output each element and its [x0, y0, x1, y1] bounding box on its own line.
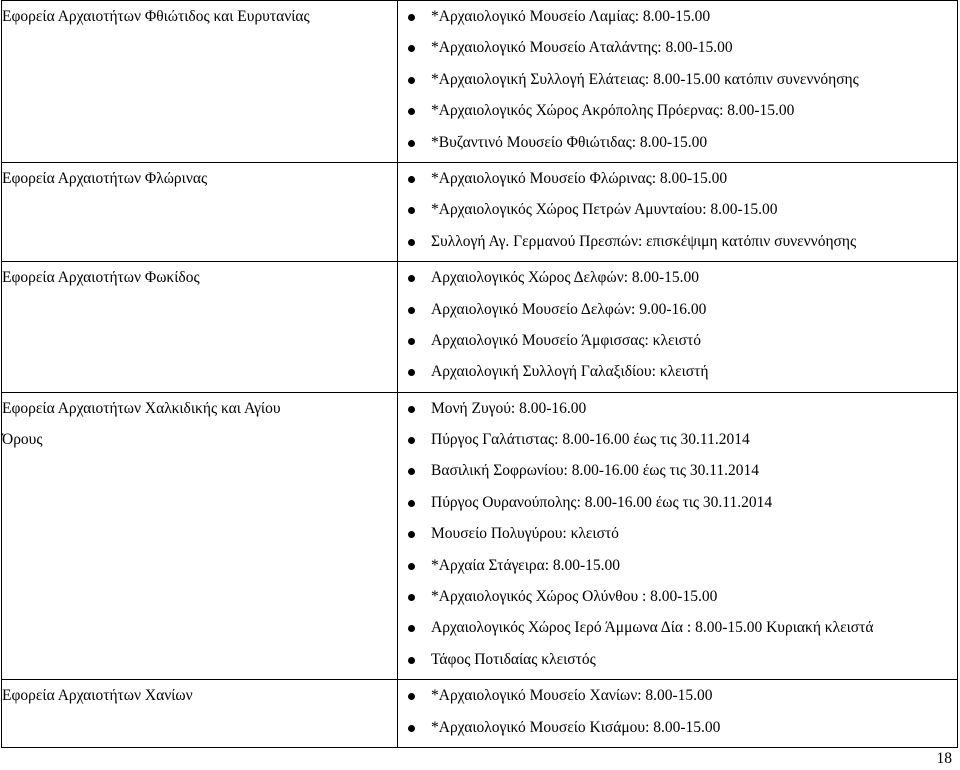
list-item: Βασιλική Σοφρωνίου: 8.00-16.00 έως τις 30.11.2014 [398, 457, 957, 488]
sites-cell [398, 162, 958, 261]
ephorate-cell [2, 1, 398, 163]
list-item: Συλλογή Αγ. Γερμανού Πρεσπών: επισκέψιμη κατόπιν συνεννόησης [398, 228, 957, 259]
ephorate-cell [2, 392, 398, 680]
ephorate-name: Εφορεία Αρχαιοτήτων Φθιώτιδος και Ευρυτανίας [2, 8, 310, 25]
list-item: *Αρχαιολογικό Μουσείο Λαμίας: 8.00-15.00 [398, 3, 957, 34]
list-item: *Αρχαιολογικό Μουσείο Χανίων: 8.00-15.00 [398, 682, 957, 713]
table-row [2, 392, 958, 680]
sites-list [398, 680, 957, 747]
list-item: *Αρχαιολογικός Χώρος Ολύνθου : 8.00-15.00 [398, 583, 957, 614]
list-item: *Αρχαία Στάγειρα: 8.00-15.00 [398, 552, 957, 583]
list-item: *Αρχαιολογικό Μουσείο Κισάμου: 8.00-15.00 [398, 714, 957, 745]
ephorate-name-line-2: Όρους [2, 430, 43, 448]
table-row [2, 1, 958, 163]
sites-cell [398, 1, 958, 163]
list-item: *Αρχαιολογική Συλλογή Ελάτειας: 8.00-15.00 κατόπιν συνεννόησης [398, 66, 957, 97]
list-item: Αρχαιολογικό Μουσείο Άμφισσας: κλειστό [398, 327, 957, 358]
ephorate-name-line-1: Εφορεία Αρχαιοτήτων Χαλκιδικής και Αγίου [2, 399, 281, 417]
table-row [2, 680, 958, 748]
sites-cell [398, 392, 958, 680]
ephorate-cell [2, 680, 398, 748]
list-item: Πύργος Ουρανούπολης: 8.00-16.00 έως τις 30.11.2014 [398, 489, 957, 520]
list-item: Τάφος Ποτιδαίας κλειστός [398, 646, 957, 677]
list-item: Αρχαιολογικός Χώρος Δελφών: 8.00-15.00 [398, 264, 957, 295]
ephorate-name: Εφορεία Αρχαιοτήτων Φλώρινας [2, 169, 208, 187]
ephorate-name: Εφορεία Αρχαιοτήτων Φωκίδος [2, 269, 200, 287]
table-row [2, 262, 958, 393]
table-row [2, 162, 958, 261]
list-item: *Αρχαιολογικό Μουσείο Φλώρινας: 8.00-15.00 [398, 165, 957, 196]
list-item: *Αρχαιολογικός Χώρος Ακρόπολης Πρόερνας: 8.00-15.00 [398, 97, 957, 128]
sites-list [398, 163, 957, 261]
list-item: Πύργος Γαλάτιστας: 8.00-16.00 έως τις 30.11.2014 [398, 426, 957, 457]
ephorate-schedule-table [1, 0, 958, 748]
sites-list [398, 1, 957, 162]
ephorate-name: Εφορεία Αρχαιοτήτων Χανίων [2, 687, 193, 705]
sites-list [398, 262, 957, 392]
page-number: 18 [936, 750, 952, 767]
sites-cell [398, 262, 958, 393]
ephorate-cell [2, 162, 398, 261]
sites-list [398, 393, 957, 680]
list-item: Μουσείο Πολυγύρου: κλειστό [398, 520, 957, 551]
list-item: *Βυζαντινό Μουσείο Φθιώτιδας: 8.00-15.00 [398, 129, 957, 160]
list-item: *Αρχαιολογικό Μουσείο Αταλάντης: 8.00-15.00 [398, 34, 957, 65]
list-item: Μονή Ζυγού: 8.00-16.00 [398, 395, 957, 426]
list-item: Αρχαιολογικό Μουσείο Δελφών: 9.00-16.00 [398, 296, 957, 327]
list-item: Αρχαιολογικός Χώρος Ιερό Άμμωνα Δία : 8.00-15.00 Κυριακή κλειστά [398, 614, 957, 645]
list-item: *Αρχαιολογικός Χώρος Πετρών Αμυνταίου: 8.00-15.00 [398, 196, 957, 227]
list-item: Αρχαιολογική Συλλογή Γαλαξιδίου: κλειστή [398, 358, 957, 389]
ephorate-cell [2, 262, 398, 393]
sites-cell [398, 680, 958, 748]
